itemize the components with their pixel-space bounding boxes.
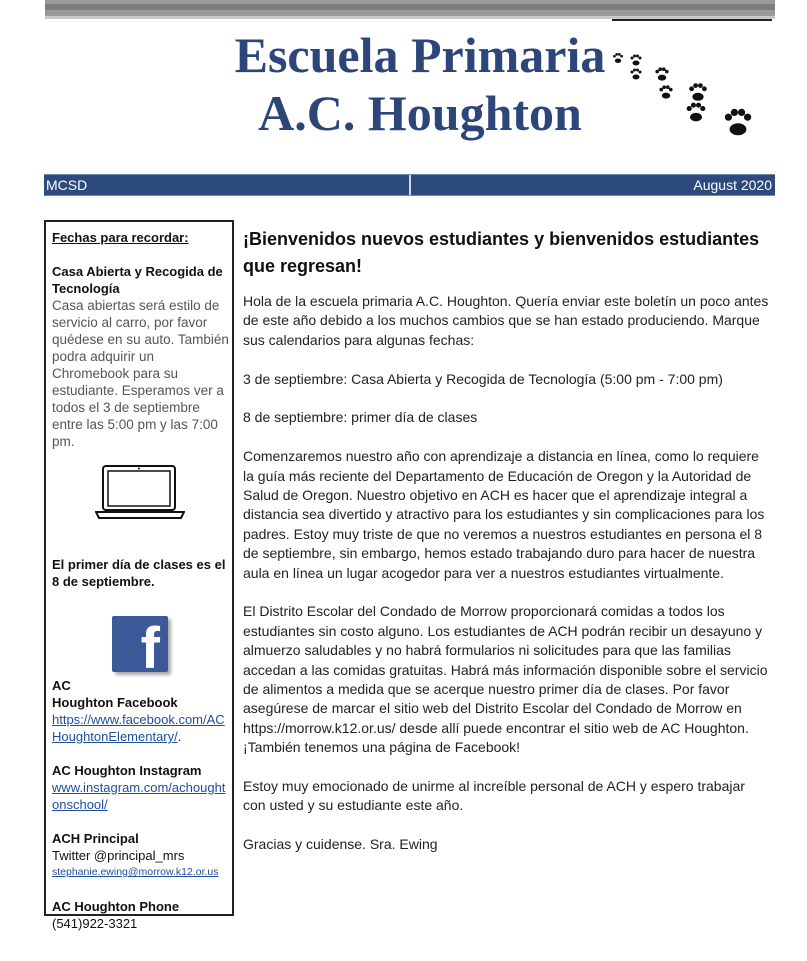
facebook-icon[interactable]: f — [112, 616, 168, 672]
header-rule — [612, 19, 772, 21]
principal-label: ACH Principal — [52, 831, 139, 846]
signature: Gracias y cuidense. Sra. Ewing — [243, 836, 438, 853]
paragraph-closing: Estoy muy emocionado de unirme al increíble personal de ACH y espero trabajar con usted y su estudiante este año. — [243, 778, 745, 814]
facebook-label-line2: Houghton Facebook — [52, 695, 178, 710]
laptop-icon — [95, 464, 185, 522]
header-band — [44, 174, 775, 196]
facebook-label-line1: AC — [52, 678, 71, 693]
phone-label: AC Houghton Phone — [52, 899, 180, 914]
paragraph-distance-learning: Comenzaremos nuestro año con aprendizaje a distancia en línea, como lo requiere la guía más reciente del Departamento de Educación de Oregon y la Autoridad de Salud de Oregon. Nuestro objetivo en ACH es hacer que el aprendizaje integral a distancia sea divertido y atractivo para los estudiantes y sin complicaciones para los padres. Estoy muy triste de que no veremos a nuestros estudiantes en persona el 8 de septiembre, sin embargo, hemos estado trabajando duro para hacer de nuestra aula en línea un lugar acogedor para ver a nuestros estudiantes virtualmente. — [243, 448, 765, 581]
sidebar — [44, 220, 234, 931]
top-decorative-bar — [45, 0, 775, 19]
paragraph-intro: Hola de la escuela primaria A.C. Houghton. Quería enviar este boletín un poco antes de este año debido a los muchos cambios que se han estado produciendo. Marque sus calendarios para algunas fechas: — [243, 293, 769, 348]
paragraph-date-2: 8 de septiembre: primer día de clases — [243, 409, 478, 426]
first-day-note: El primer día de clases es el 8 de septiembre. — [52, 557, 226, 589]
facebook-link-suffix: . — [177, 729, 182, 744]
main-article — [243, 226, 771, 874]
school-title-line1: Escuela Primaria — [234, 27, 606, 83]
school-title-line2: A.C. Houghton — [258, 85, 582, 141]
district-label: MCSD — [46, 177, 88, 193]
issue-date: August 2020 — [693, 177, 772, 193]
phone-number: (541)922-3321 — [52, 916, 138, 931]
event-text: Casa abiertas será estilo de servicio al carro, por favor quédese en su auto. También podra adquirir un Chromebook para su estudiante. Esperamos ver a todos el 3 de septiembre entre las 5:00 pm y las 7:00 pm. — [52, 298, 229, 449]
instagram-link[interactable]: www.instagram.com/achoughtonschool/ — [52, 780, 226, 812]
paragraph-date-1: 3 de septiembre: Casa Abierta y Recogida de Tecnología (5:00 pm - 7:00 pm) — [243, 370, 723, 387]
instagram-label: AC Houghton Instagram — [52, 763, 202, 778]
band-divider — [409, 175, 411, 195]
paragraph-meals: El Distrito Escolar del Condado de Morrow proporcionará comidas a todos los estudiantes sin costo alguno. Los estudiantes de ACH podrán recibir un desayuno y almuerzo saludables y no habrá formularios ni solicitudes para que las familias accedan a las comidas gratuitas. Habrá más información disponible sobre el servicio de alimentos a medida que se acerque nuestro primer día de clases. Por favor asegúrese de marcar el sitio web del Distrito Escolar del Condado de Morrow en https://morrow.k12.or.us/ desde allí puede encontrar el sitio web de AC Houghton. ¡También tenemos una página de Facebook! — [243, 603, 768, 756]
event-title: Casa Abierta y Recogida de Tecnología — [52, 264, 223, 296]
article-heading: ¡Bienvenidos nuevos estudiantes y bienvenidos estudiantes que regresan! — [243, 229, 760, 276]
paw-prints-icon — [610, 44, 770, 144]
principal-twitter: Twitter @principal_mrs — [52, 848, 185, 863]
principal-email[interactable]: stephanie.ewing@morrow.k12.or.us — [52, 866, 219, 878]
sidebar-heading: Fechas para recordar: — [52, 230, 189, 245]
facebook-link[interactable]: https://www.facebook.com/ACHoughtonElementary/ — [52, 712, 225, 744]
